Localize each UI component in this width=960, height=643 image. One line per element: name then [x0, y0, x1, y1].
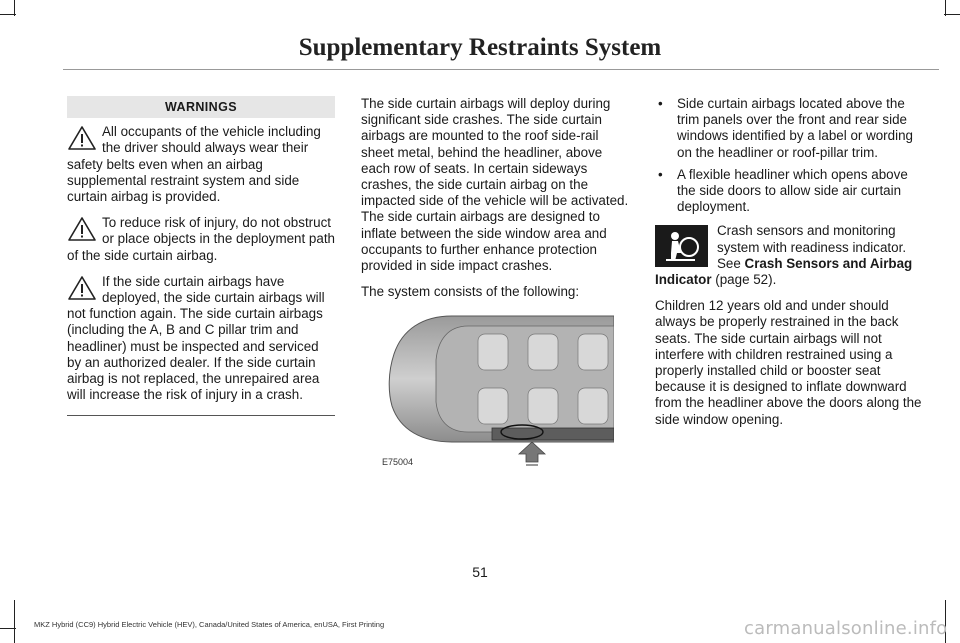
- print-line: MKZ Hybrid (CC9) Hybrid Electric Vehicle (HEV), Canada/United States of America, enUSA, First Printing: [34, 620, 385, 629]
- watermark: carmanualsonline.info: [744, 618, 948, 639]
- crop-mark: [0, 14, 16, 15]
- warning-text: If the side curtain airbags have deployed, the side curtain airbags will not function again. The side curtain airbags (including the A, B and C pillar trim and headliner) must be inspected and serviced by an authorized dealer. If the side curtain airbag is not replaced, the unrepaired area will increase the risk of injury in a crash.: [67, 273, 325, 403]
- sensor-block: [655, 223, 927, 288]
- side-curtain-figure: [382, 310, 614, 470]
- warning-triangle-icon: [67, 216, 97, 242]
- vehicle-cutaway-illustration: [382, 310, 614, 470]
- middle-column: [361, 96, 629, 470]
- list-item: [655, 167, 927, 216]
- warning-triangle-icon: [67, 125, 97, 151]
- crop-mark: [14, 600, 15, 643]
- figure-label: E75004: [382, 457, 414, 468]
- warning-item: [67, 124, 335, 205]
- warning-item: [67, 274, 335, 404]
- warning-text: All occupants of the vehicle including the driver should always wear their safety belts even when an airbag supplemental restraint system and side curtain airbag is provided.: [67, 124, 321, 205]
- list-item: [655, 96, 927, 161]
- warning-triangle-icon: [67, 275, 97, 301]
- page-title: Supplementary Restraints System: [298, 34, 662, 61]
- warnings-divider: [67, 415, 335, 416]
- page-number: 51: [472, 564, 488, 580]
- sensor-crossref-link[interactable]: Crash Sensors and Airbag Indicator: [655, 255, 913, 288]
- children-paragraph: Children 12 years old and under should always be properly restrained in the back seats. The side curtain airbags will not interfere with children restrained using a properly installed child or booster seat because it is designed to inflate downward from the headliner above the doors along the side window opening.: [655, 298, 922, 427]
- sensor-text: Crash sensors and monitoring system with readiness indicator. See: [717, 223, 907, 271]
- crop-mark: [944, 14, 960, 15]
- bullet-dot: •: [658, 96, 663, 111]
- warnings-column: [67, 96, 335, 416]
- warning-item: [67, 215, 335, 264]
- title-divider: [63, 69, 939, 70]
- system-intro: The system consists of the following:: [361, 284, 580, 300]
- warning-text: To reduce risk of injury, do not obstruct or place objects in the deployment path of the side curtain airbag.: [67, 215, 335, 263]
- warnings-heading: WARNINGS: [67, 96, 335, 118]
- bullet-dot: •: [658, 166, 663, 182]
- crop-mark: [0, 628, 16, 629]
- right-column: [655, 96, 927, 438]
- airbag-indicator-icon: [655, 225, 708, 267]
- list-item-text: A flexible headliner which opens above the side doors to allow side air curtain deployment.: [677, 166, 908, 215]
- sensor-page-ref: (page 52).: [711, 272, 777, 288]
- list-item-text: Side curtain airbags located above the trim panels over the front and rear side windows identified by a label or wording on the headliner or roof-pillar trim.: [677, 96, 913, 160]
- deployment-paragraph: The side curtain airbags will deploy during significant side crashes. The side curtain airbags are mounted to the roof side-rail sheet metal, behind the headliner, above each row of seats. In certain sideways crashes, the side curtain airbag on the impacted side of the vehicle will be activated. The side curtain airbags are designed to inflate between the side window area and occupants to further enhance protection provided in side impact crashes.: [361, 96, 629, 274]
